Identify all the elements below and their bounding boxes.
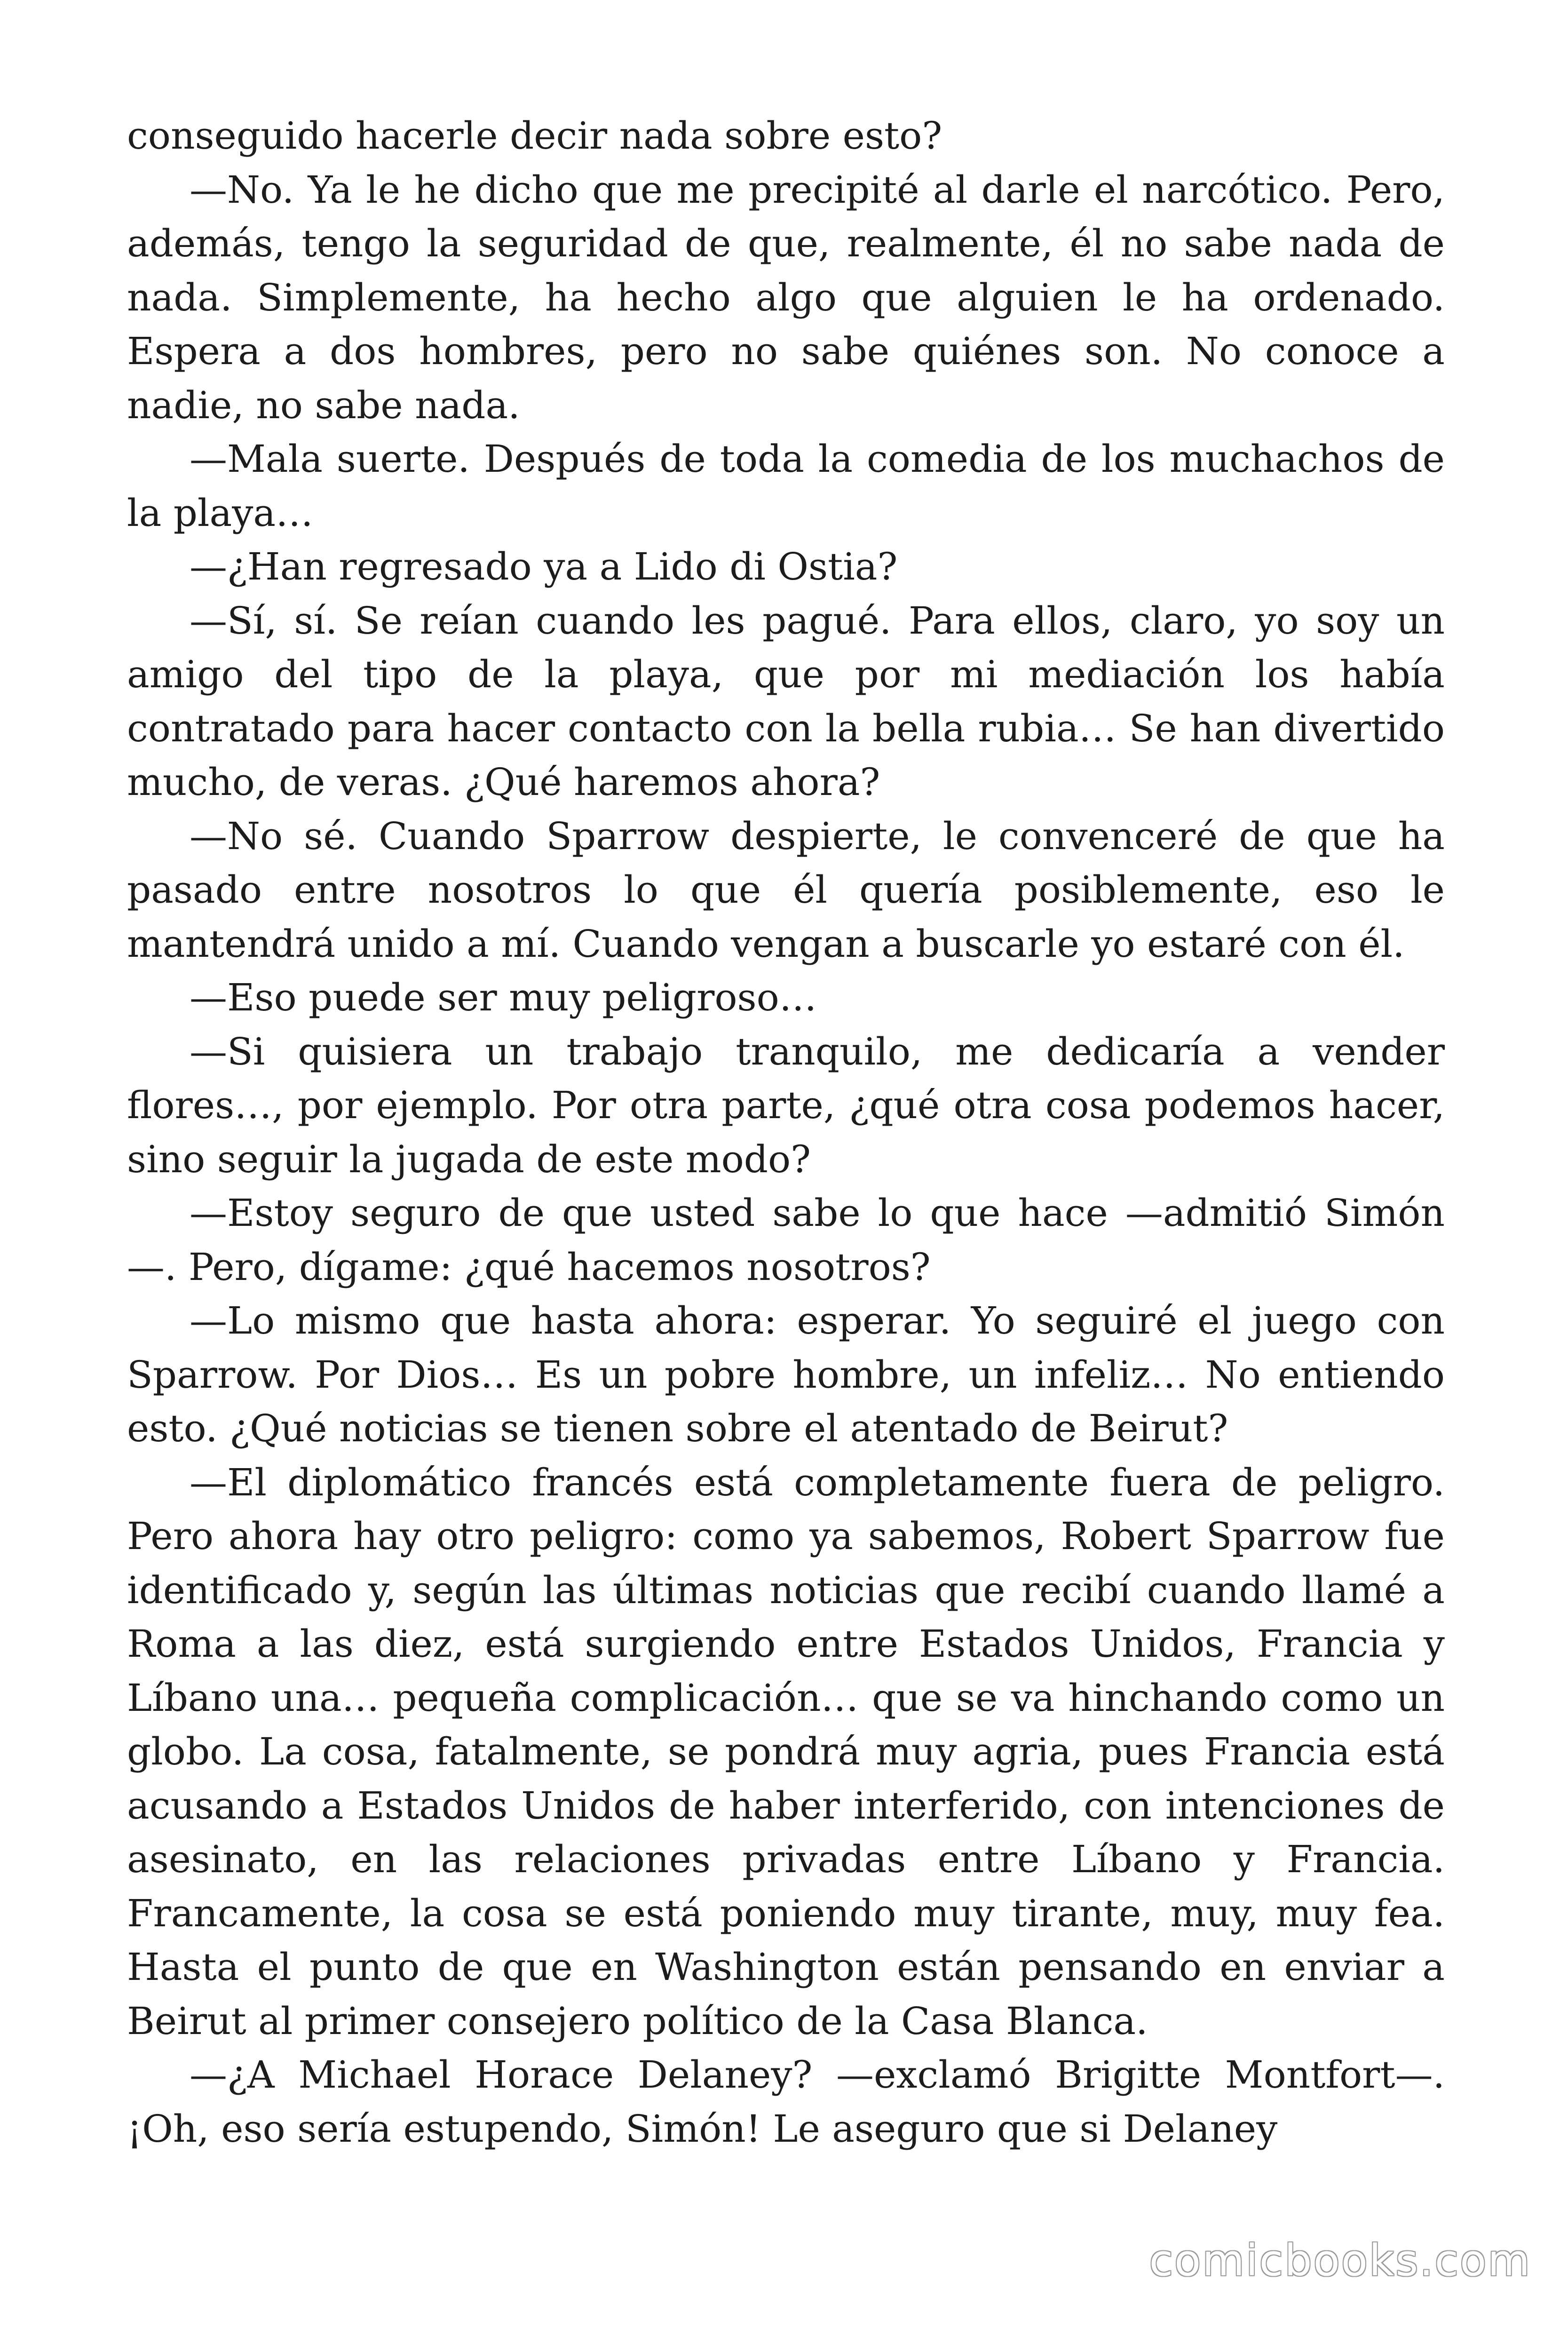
paragraph-dialogue: —Estoy seguro de que usted sabe lo que hace —admitió Simón —. Pero, dígame: ¿qué hacemos nosotros? xyxy=(127,1191,1445,1289)
paragraph-continuation: conseguido hacerle decir nada sobre esto? xyxy=(127,114,942,158)
paragraph-dialogue: —Eso puede ser muy peligroso… xyxy=(190,976,817,1019)
paragraph-dialogue: —El diplomático francés está completamente fuera de peligro. Pero ahora hay otro peligro: como ya sabemos, Robert Sparrow fue identificado y, según las últimas noticias que recibí cuando llamé a Roma a las diez, está surgiendo entre Estados Unidos, Francia y Líbano una… pequeña complicación… que se va hinchando como un globo. La cosa, fatalmente, se pondrá muy agria, pues Francia está acusando a Estados Unidos de haber interferido, con intenciones de asesinato, en las relaciones privadas entre Líbano y Francia. Francamente, la cosa se está poniendo muy tirante, muy, muy fea. Hasta el punto de que en Washington están pensando en enviar a Beirut al primer consejero político de la Casa Blanca. xyxy=(127,1460,1445,2043)
book-page-text xyxy=(127,109,1445,2156)
paragraph-dialogue: —¿A Michael Horace Delaney? —exclamó Brigitte Montfort—. ¡Oh, eso sería estupendo, Simón! Le aseguro que si Delaney xyxy=(127,2053,1445,2151)
paragraph-dialogue: —¿Han regresado ya a Lido di Ostia? xyxy=(190,545,898,588)
watermark-logo: comicbooks.com xyxy=(1149,2235,1531,2286)
paragraph-dialogue: —No. Ya le he dicho que me precipité al darle el narcótico. Pero, además, tengo la seguridad de que, realmente, él no sabe nada de nada. Simplemente, ha hecho algo que alguien le ha ordenado. Espera a dos hombres, pero no sabe quiénes son. No conoce a nadie, no sabe nada. xyxy=(127,167,1445,427)
paragraph-dialogue: —Sí, sí. Se reían cuando les pagué. Para ellos, claro, yo soy un amigo del tipo de la playa, que por mi mediación los había contratado para hacer contacto con la bella rubia… Se han divertido mucho, de veras. ¿Qué haremos ahora? xyxy=(127,598,1445,804)
paragraph-dialogue: —Lo mismo que hasta ahora: esperar. Yo seguiré el juego con Sparrow. Por Dios… Es un pobre hombre, un infeliz… No entiendo esto. ¿Qué noticias se tienen sobre el atentado de Beirut? xyxy=(127,1299,1445,1450)
paragraph-dialogue: —No sé. Cuando Sparrow despierte, le convenceré de que ha pasado entre nosotros lo que él quería posiblemente, eso le mantendrá unido a mí. Cuando vengan a buscarle yo estaré con él. xyxy=(127,814,1445,966)
paragraph-dialogue: —Si quisiera un trabajo tranquilo, me dedicaría a vender flores…, por ejemplo. Por otra parte, ¿qué otra cosa podemos hacer, sino seguir la jugada de este modo? xyxy=(127,1029,1445,1181)
paragraph-dialogue: —Mala suerte. Después de toda la comedia de los muchachos de la playa… xyxy=(127,437,1445,535)
